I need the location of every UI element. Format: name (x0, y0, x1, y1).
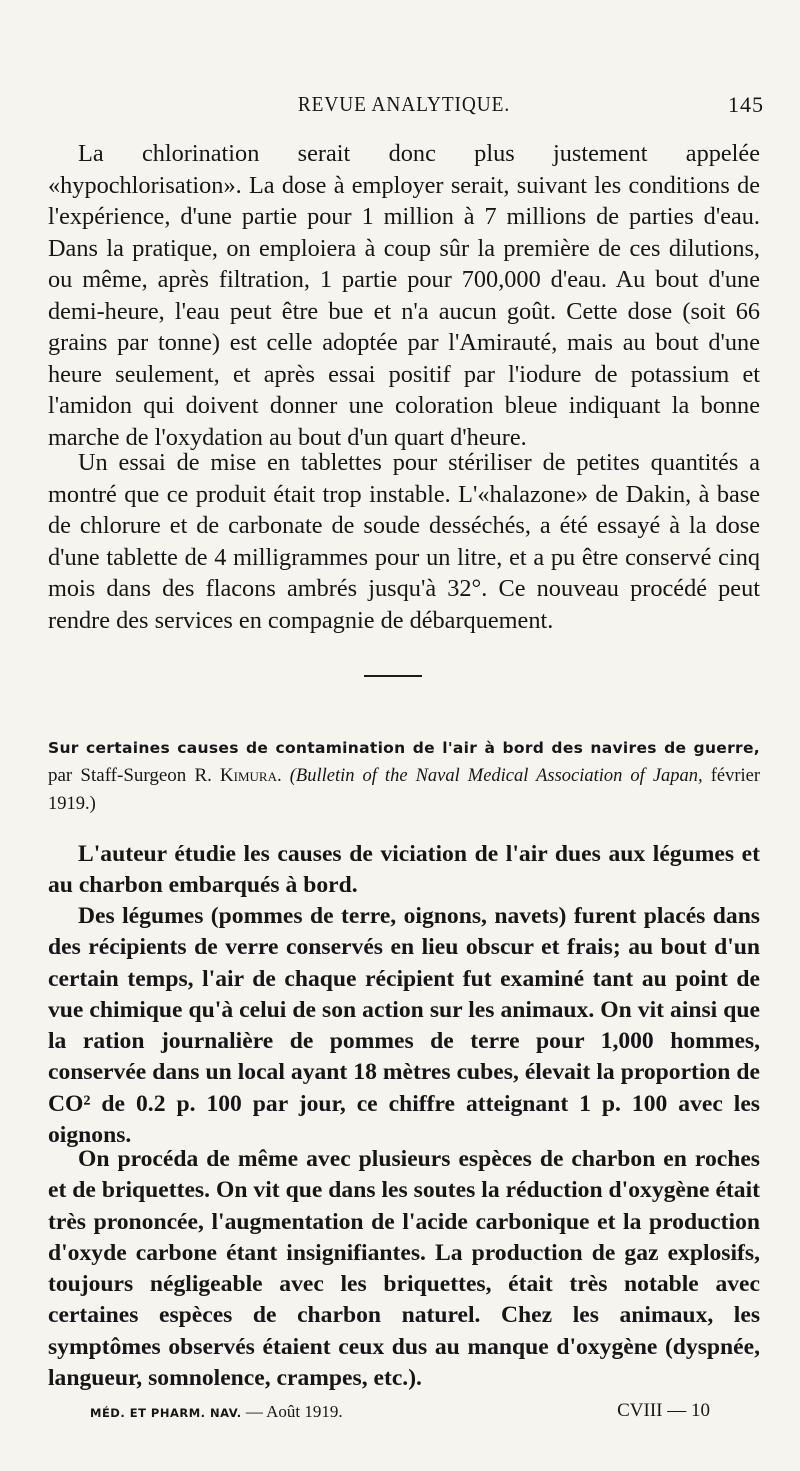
running-head (48, 92, 764, 122)
article-author-name: Kimura. (219, 765, 282, 786)
page-number: 145 (728, 92, 764, 117)
article-author-prefix: par Staff-Surgeon R. (48, 765, 212, 786)
section-divider (364, 675, 422, 677)
article-journal: (Bulletin of the Naval Medical Association of Japan, (289, 766, 703, 786)
paragraph-chlorination: La chlorination serait donc plus justement appelée «hypochlorisation». La dose à employer serait, suivant les conditions de l'expérience, d'une partie pour 1 million à 7 millions de parties d'eau. Dans la pratique, on emploiera à coup sûr la première de ces dilutions, ou même, après filtration, 1 partie pour 700,000 d'eau. Au bout d'une demi-heure, l'eau peut être bue et n'a aucun goût. Cette dose (soit 66 grains par tonne) est celle adoptée par l'Amirauté, mais au bout d'une heure seulement, et après essai positif par l'iodure de potassium et l'amidon qui doivent donner une coloration bleue indiquant la bonne marche de l'oxydation au bout d'un quart d'heure. (48, 140, 760, 451)
article-notice (48, 734, 760, 818)
footer-issue-date: Août 1919. (266, 1402, 343, 1421)
article-title: Sur certaines causes de contamination de l'air à bord des navires de guerre, (48, 739, 760, 757)
footer-signature: CVIII — 10 (617, 1400, 710, 1421)
paragraph-coal: On procéda de même avec plusieurs espèces de charbon en roches et de briquettes. On vit que dans les soutes la réduction d'oxygène était très prononcée, l'augmentation de l'acide carbonique et la production d'oxyde carbone étant insignifiantes. La production de gaz explosifs, toujours négligeable avec les briquettes, était très notable avec certaines espèces de charbon naturel. Chez les animaux, les symptômes observés étaient ceux dus au manque d'oxygène (dyspnée, langueur, somnolence, crampes, etc.). (48, 1146, 760, 1392)
running-title: REVUE ANALYTIQUE. (297, 92, 511, 116)
footer-separator: — (245, 1402, 263, 1421)
paragraph-intro: L'auteur étudie les causes de viciation de l'air dues aux légumes et au charbon embarqués à bord. (48, 841, 760, 899)
paragraph-tablets: Un essai de mise en tablettes pour stériliser de petites quantités a montré que ce produit était trop instable. L'«halazone» de Dakin, à base de chlorure et de carbonate de soude desséchés, a été essayé à la dose d'une tablette de 4 milligrammes pour un litre, et a pu être conservé cinq mois dans des flacons ambrés jusqu'à 32°. Ce nouveau procédé peut rendre des services en compagnie de débarquement. (48, 449, 760, 634)
page-footer (90, 1400, 710, 1430)
footer-journal-abbr: MÉD. ET PHARM. NAV. (90, 1406, 242, 1420)
footer-citation (90, 1402, 343, 1422)
article-date: février 1919.) (48, 766, 761, 814)
paragraph-vegetables: Des légumes (pommes de terre, oignons, navets) furent placés dans des récipients de verre conservés en lieu obscur et frais; au bout d'un certain temps, l'air de chaque récipient fut examiné tant au point de vue chimique qu'à celui de son action sur les animaux. On vit ainsi que la ration journalière de pommes de terre pour 1,000 hommes, conservée dans un local ayant 18 mètres cubes, élevait la proportion de CO² de 0.2 p. 100 par jour, ce chiffre atteignant 1 p. 100 avec les oignons. (48, 903, 760, 1149)
